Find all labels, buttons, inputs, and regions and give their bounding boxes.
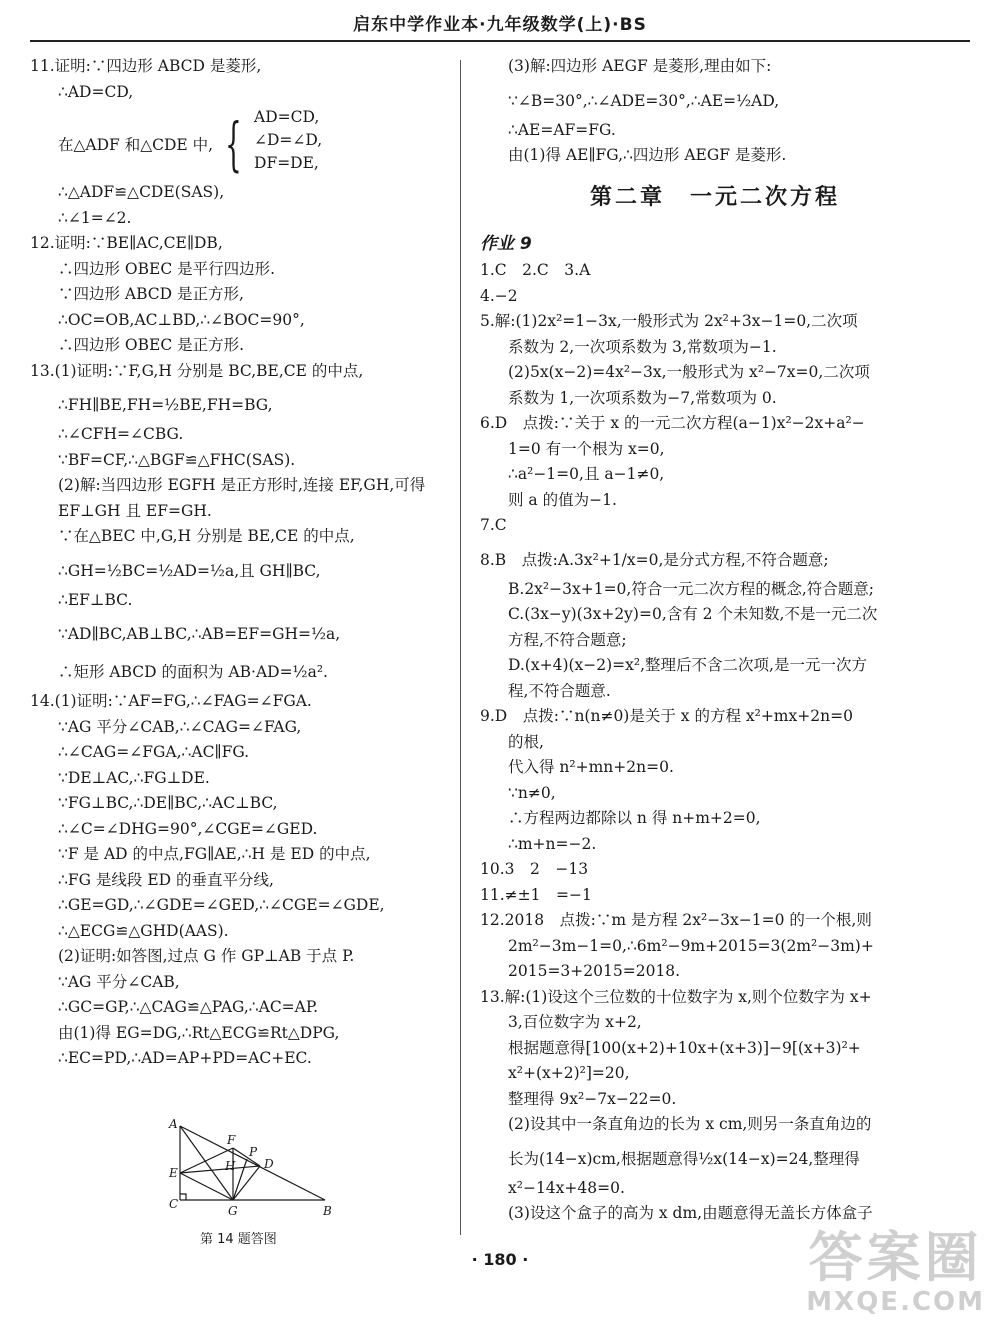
- text-line: 11.证明:∵四边形 ABCD 是菱形,: [30, 57, 262, 75]
- figure-label-g: G: [228, 1204, 238, 1218]
- text-line: 4.−2: [480, 286, 518, 305]
- text-line: 1=0 有一个根为 x=0,: [508, 439, 665, 458]
- text-line: (2)5x(x−2)=4x²−3x,一般形式为 x²−7x=0,二次项: [508, 363, 870, 381]
- text-line: 程,不符合题意.: [508, 681, 611, 700]
- text-line: ∵AG 平分∠CAB,∴∠CAG=∠FAG,: [58, 717, 302, 736]
- text-line: 13.解:(1)设这个三位数的十位数字为 x,则个位数字为 x+: [480, 987, 872, 1006]
- text-line: x²−14x+48=0.: [508, 1178, 625, 1197]
- text-line: 11.≠±1 =−1: [480, 885, 592, 904]
- figure-label-e: E: [169, 1166, 178, 1180]
- text-line: 3,百位数字为 x+2,: [508, 1013, 642, 1031]
- text-line: 13.(1)证明:∵F,G,H 分别是 BC,BE,CE 的中点,: [30, 361, 364, 380]
- text-line: 由(1)得 EG=DG,∴Rt△ECG≌Rt△DPG,: [58, 1023, 340, 1042]
- text-line: C.(3x−y)(3x+2y)=0,含有 2 个未知数,不是一元二次: [508, 605, 878, 623]
- text-line: (3)解:四边形 AEGF 是菱形,理由如下:: [508, 57, 772, 75]
- text-line: 由(1)得 AE∥FG,∴四边形 AEGF 是菱形.: [508, 146, 787, 164]
- congruence-conditions: [30, 109, 450, 178]
- text-line: 8.B 点拨:A.3x²+1/x=0,是分式方程,不符合题意;: [480, 550, 829, 569]
- text-line: 系数为 2,一次项系数为 3,常数项为−1.: [508, 337, 777, 356]
- text-line: AD=CD,: [254, 108, 320, 126]
- text-line: (3)设这个盒子的高为 x dm,由题意得无盖长方体盒子: [508, 1204, 873, 1222]
- text-line: 1.C 2.C 3.A: [480, 261, 591, 279]
- text-line: 2015=3+2015=2018.: [508, 962, 681, 980]
- text-line: 整理得 9x²−7x−22=0.: [508, 1089, 677, 1108]
- watermark-logo-text: 答案圈: [808, 1226, 983, 1289]
- text-line: ∵n≠0,: [508, 783, 556, 802]
- text-line: ∴GH=½BC=½AD=½a,且 GH∥BC,: [58, 561, 321, 580]
- text-line: ∴矩形 ABCD 的面积为 AB·AD=½a².: [58, 663, 328, 681]
- watermark-url: MXQE.COM: [806, 1287, 985, 1317]
- text-line: 的根,: [508, 732, 544, 751]
- figure-label-p: P: [249, 1145, 258, 1159]
- text-line: x²+(x+2)²]=20,: [508, 1064, 630, 1082]
- text-line: ∵四边形 ABCD 是正方形,: [58, 285, 244, 303]
- text-line: 12.证明:∵BE∥AC,CE∥DB,: [30, 234, 223, 252]
- text-line: EF⊥GH 且 EF=GH.: [58, 501, 212, 520]
- homework-heading: 作业 9: [480, 234, 532, 254]
- geometry-figure: [165, 1118, 365, 1218]
- figure-label-b: B: [323, 1204, 332, 1218]
- text-line: B.2x²−3x+1=0,符合一元二次方程的概念,符合题意;: [508, 579, 874, 598]
- text-line: ∵∠B=30°,∴∠ADE=30°,∴AE=½AD,: [508, 91, 780, 110]
- text-line: 方程,不符合题意;: [508, 630, 627, 649]
- text-line: 根据题意得[100(x+2)+10x+(x+3)]−9[(x+3)²+: [508, 1038, 861, 1057]
- segment-eg: [180, 1173, 233, 1200]
- text-line: ∵F 是 AD 的中点,FG∥AE,∴H 是 ED 的中点,: [58, 845, 371, 863]
- text-line: 12.2018 点拨:∵m 是方程 2x²−3x−1=0 的一个根,则: [480, 911, 872, 929]
- text-line: 6.D 点拨:∵关于 x 的一元二次方程(a−1)x²−2x+a²−: [480, 414, 865, 432]
- text-line: ∵在△BEC 中,G,H 分别是 BE,CE 的中点,: [58, 527, 355, 545]
- text-line: ∴四边形 OBEC 是平行四边形.: [58, 259, 276, 278]
- text-line: 10.3 2 −13: [480, 860, 589, 878]
- text-line: ∴四边形 OBEC 是正方形.: [58, 336, 245, 354]
- text-line: 9.D 点拨:∵n(n≠0)是关于 x 的方程 x²+mx+2n=0: [480, 707, 853, 725]
- text-line: ∴FH∥BE,FH=½BE,FH=BG,: [58, 396, 273, 414]
- text-line: (2)证明:如答图,过点 G 作 GP⊥AB 于点 P.: [58, 947, 355, 965]
- chapter-title: 第二章 一元二次方程: [589, 185, 840, 210]
- text-line: ∴∠C=∠DHG=90°,∠CGE=∠GED.: [58, 819, 318, 838]
- text-line: ∴△ADF≌△CDE(SAS),: [58, 183, 225, 201]
- text-line: 2m²−3m−1=0,∴6m²−9m+2015=3(2m²−3m)+: [508, 936, 874, 955]
- text-line: 在△ADF 和△CDE 中,: [58, 135, 214, 154]
- text-line: ∵DE⊥AC,∴FG⊥DE.: [58, 768, 210, 787]
- figure-caption: 第 14 题答图: [200, 1232, 277, 1247]
- brace-glyph: {: [225, 109, 242, 178]
- text-line: ∴a²−1=0,且 a−1≠0,: [508, 465, 665, 483]
- figure-label-h: H: [225, 1159, 236, 1173]
- text-line: 7.C: [480, 516, 507, 534]
- text-line: (2)设其中一条直角边的长为 x cm,则另一条直角边的: [508, 1115, 872, 1133]
- header-rule: [30, 40, 970, 42]
- text-line: ∠D=∠D,: [254, 131, 323, 149]
- text-line: 14.(1)证明:∵AF=FG,∴∠FAG=∠FGA.: [30, 692, 312, 710]
- text-line: (2)解:当四边形 EGFH 是正方形时,连接 EF,GH,可得: [58, 476, 426, 494]
- text-line: 系数为 1,一次项系数为−7,常数项为 0.: [508, 388, 777, 407]
- text-line: ∴GC=GP,∴△CAG≌△PAG,∴AC=AP.: [58, 998, 319, 1016]
- figure-label-d: D: [264, 1157, 274, 1171]
- text-line: ∴EC=PD,∴AD=AP+PD=AC+EC.: [58, 1049, 312, 1067]
- text-line: D.(x+4)(x−2)=x²,整理后不含二次项,是一元一次方: [508, 656, 867, 674]
- right-column: [480, 58, 950, 1231]
- text-line: ∴∠1=∠2.: [58, 208, 132, 227]
- text-line: 长为(14−x)cm,根据题意得½x(14−x)=24,整理得: [508, 1149, 860, 1168]
- text-line: ∵BF=CF,∴△BGF≌△FHC(SAS).: [58, 450, 296, 469]
- text-line: ∴AD=CD,: [58, 82, 134, 101]
- text-line: ∴△ECG≌△GHD(AAS).: [58, 921, 229, 940]
- text-line: ∵AG 平分∠CAB,: [58, 972, 180, 991]
- text-line: ∴AE=AF=FG.: [508, 120, 616, 139]
- page-number: · 180 ·: [471, 1250, 529, 1269]
- left-column: [30, 58, 450, 1076]
- text-line: ∵FG⊥BC,∴DE∥BC,∴AC⊥BC,: [58, 794, 278, 812]
- text-line: ∴GE=GD,∴∠GDE=∠GED,∴∠CGE=∠GDE,: [58, 896, 385, 914]
- segment-gd: [233, 1166, 260, 1200]
- figure-label-a: A: [169, 1118, 178, 1131]
- figure-label-c: C: [169, 1197, 179, 1211]
- text-line: ∴∠CFH=∠CBG.: [58, 425, 184, 443]
- watermark: [806, 1226, 985, 1317]
- figure-label-f: F: [227, 1133, 236, 1147]
- text-line: 代入得 n²+mn+2n=0.: [508, 758, 674, 776]
- page-header: 启东中学作业本·九年级数学(上)·BS: [353, 15, 647, 35]
- text-line: ∴方程两边都除以 n 得 n+m+2=0,: [508, 809, 761, 827]
- column-divider: [460, 60, 461, 1235]
- text-line: 5.解:(1)2x²=1−3x,一般形式为 2x²+3x−1=0,二次项: [480, 312, 858, 330]
- text-line: DF=DE,: [254, 154, 319, 172]
- text-line: ∴∠CAG=∠FGA,∴AC∥FG.: [58, 743, 250, 761]
- text-line: ∴m+n=−2.: [508, 834, 597, 853]
- text-line: 则 a 的值为−1.: [508, 490, 617, 509]
- text-line: ∵AD∥BC,AB⊥BC,∴AB=EF=GH=½a,: [58, 625, 341, 643]
- text-line: ∴FG 是线段 ED 的垂直平分线,: [58, 870, 274, 889]
- text-line: ∴EF⊥BC.: [58, 590, 133, 609]
- text-line: ∴OC=OB,AC⊥BD,∴∠BOC=90°,: [58, 310, 305, 329]
- right-angle-c: [180, 1194, 186, 1200]
